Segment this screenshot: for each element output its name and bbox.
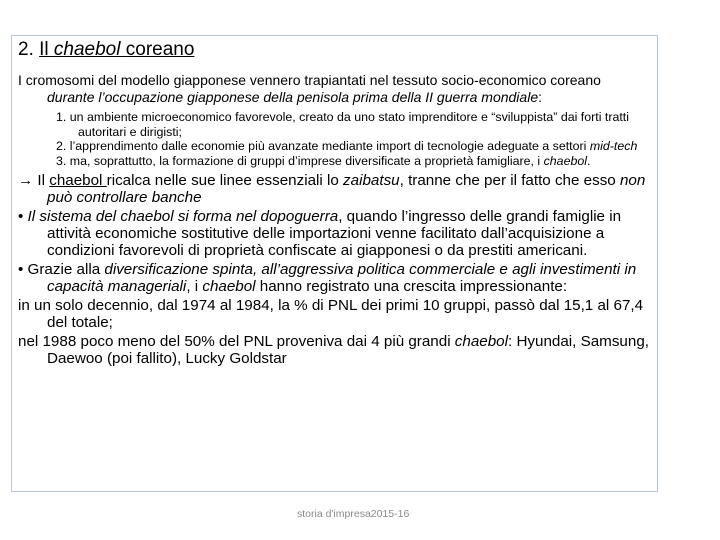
- paragraph-1988: nel 1988 poco meno del 50% del PNL proveniva dai 4 più grandi chaebol: Hyundai, Samsung, Daewoo (poi fallito), Lucky Goldstar: [18, 333, 649, 368]
- arrow-icon: →: [18, 172, 34, 190]
- bullet-paragraph-2: • Grazie alla diversificazione spinta, all’aggressiva politica commerciale e agli investimenti in capacità manageriali, i chaebol hanno registrato una crescita impressionante:: [18, 261, 637, 296]
- bullet-icon: •: [18, 208, 28, 226]
- bullet-icon: •: [18, 261, 28, 279]
- title-underlined: Il chaebol coreano: [39, 39, 195, 60]
- intro-paragraph: I cromosomi del modello giapponese vennero trapiantati nel tessuto socio-economico coreano durante l’occupazione giapponese della penisola prima della II guerra mondiale:: [18, 72, 601, 105]
- slide-title: 2. Il chaebol coreano: [18, 39, 195, 60]
- sub-item-2: 2. l’apprendimento dalle economie più avanzate mediante import di tecnologie adeguate a settori mid-tech: [56, 139, 638, 154]
- arrow-paragraph: → Il chaebol ricalca nelle sue linee essenziali lo zaibatsu, tranne che per il fatto che esso non può controllare banche: [18, 172, 646, 207]
- slide-footer: storia d'impresa2015-16: [297, 508, 410, 520]
- sub-item-3: 3. ma, soprattutto, la formazione di gruppi d’imprese diversificate a proprietà famigliare, i chaebol.: [56, 153, 591, 168]
- decade-paragraph: in un solo decennio, dal 1974 al 1984, la % di PNL dei primi 10 gruppi, passò dal 15,1 al 67,4 del totale;: [18, 297, 644, 332]
- slide-body: [18, 72, 652, 367]
- bullet-paragraph-1: • Il sistema del chaebol si forma nel dopoguerra, quando l’ingresso delle grandi famiglie in attività economiche sostitutive delle importazioni venne facilitato dall’acquisizione a condizioni favorevoli di proprietà confiscate ai giapponesi o da prestiti americani.: [18, 208, 622, 260]
- sub-item-1: 1. un ambiente microeconomico favorevole, creato da uno stato imprenditore e “sviluppista” dai forti tratti autoritari e dirigisti;: [56, 110, 630, 139]
